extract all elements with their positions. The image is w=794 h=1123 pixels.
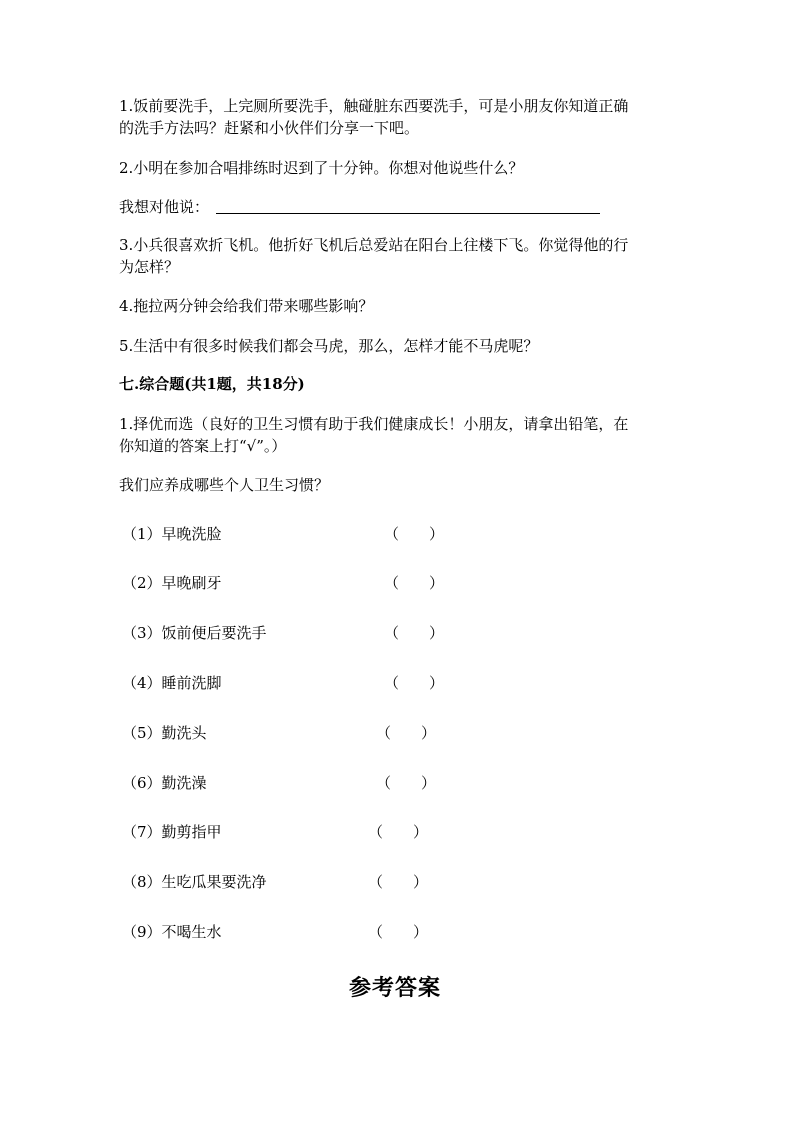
checklist-answer-box[interactable]: （ ） xyxy=(384,674,445,692)
section-7-q1-line1: 1.择优而选（良好的卫生习惯有助于我们健康成长！小朋友，请拿出铅笔，在 xyxy=(119,415,629,433)
checklist-answer-box[interactable]: （ ） xyxy=(384,525,445,543)
checklist-item-label: （7）勤剪指甲 xyxy=(122,823,222,841)
question-3-line2: 为怎样？ xyxy=(119,258,180,276)
checklist-answer-box[interactable]: （ ） xyxy=(368,873,429,891)
checklist-item-label: （8）生吃瓜果要洗净 xyxy=(122,873,267,891)
checklist-item-label: （5）勤洗头 xyxy=(122,724,207,742)
section-7-prompt: 我们应养成哪些个人卫生习惯？ xyxy=(119,476,330,494)
checklist-item-label: （1）早晚洗脸 xyxy=(122,525,222,543)
question-2: 2.小明在参加合唱排练时迟到了十分钟。你想对他说些什么？ xyxy=(119,159,524,177)
checklist-answer-box[interactable]: （ ） xyxy=(368,823,429,841)
checklist-answer-box[interactable]: （ ） xyxy=(376,724,437,742)
question-4: 4.拖拉两分钟会给我们带来哪些影响？ xyxy=(119,297,374,315)
answer-section-title: 参考答案 xyxy=(349,975,442,1001)
answer-prompt-label: 我想对他说： xyxy=(119,198,210,216)
checklist-answer-box[interactable]: （ ） xyxy=(376,774,437,792)
section-7-q1-line2: 你知道的答案上打“√”。） xyxy=(119,437,287,455)
checklist-answer-box[interactable]: （ ） xyxy=(368,923,429,941)
question-1-line2: 的洗手方法吗？赶紧和小伙伴们分享一下吧。 xyxy=(119,119,420,137)
question-1-line1: 1.饭前要洗手，上完厕所要洗手，触碰脏东西要洗手，可是小朋友你知道正确 xyxy=(119,97,629,115)
checklist-item-label: （9）不喝生水 xyxy=(122,923,222,941)
question-3-line1: 3.小兵很喜欢折飞机。他折好飞机后总爱站在阳台上往楼下飞。你觉得他的行 xyxy=(119,236,629,254)
section-7-heading: 七.综合题(共1题，共18分) xyxy=(119,375,305,393)
checklist-answer-box[interactable]: （ ） xyxy=(384,574,445,592)
checklist-item-label: （3）饭前便后要洗手 xyxy=(122,624,267,642)
question-5: 5.生活中有很多时候我们都会马虎，那么，怎样才能不马虎呢？ xyxy=(119,337,539,355)
checklist-item-label: （6）勤洗澡 xyxy=(122,774,207,792)
answer-blank-line[interactable] xyxy=(216,213,600,214)
checklist-answer-box[interactable]: （ ） xyxy=(384,624,445,642)
checklist-item-label: （2）早晚刷牙 xyxy=(122,574,222,592)
checklist-item-label: （4）睡前洗脚 xyxy=(122,674,222,692)
